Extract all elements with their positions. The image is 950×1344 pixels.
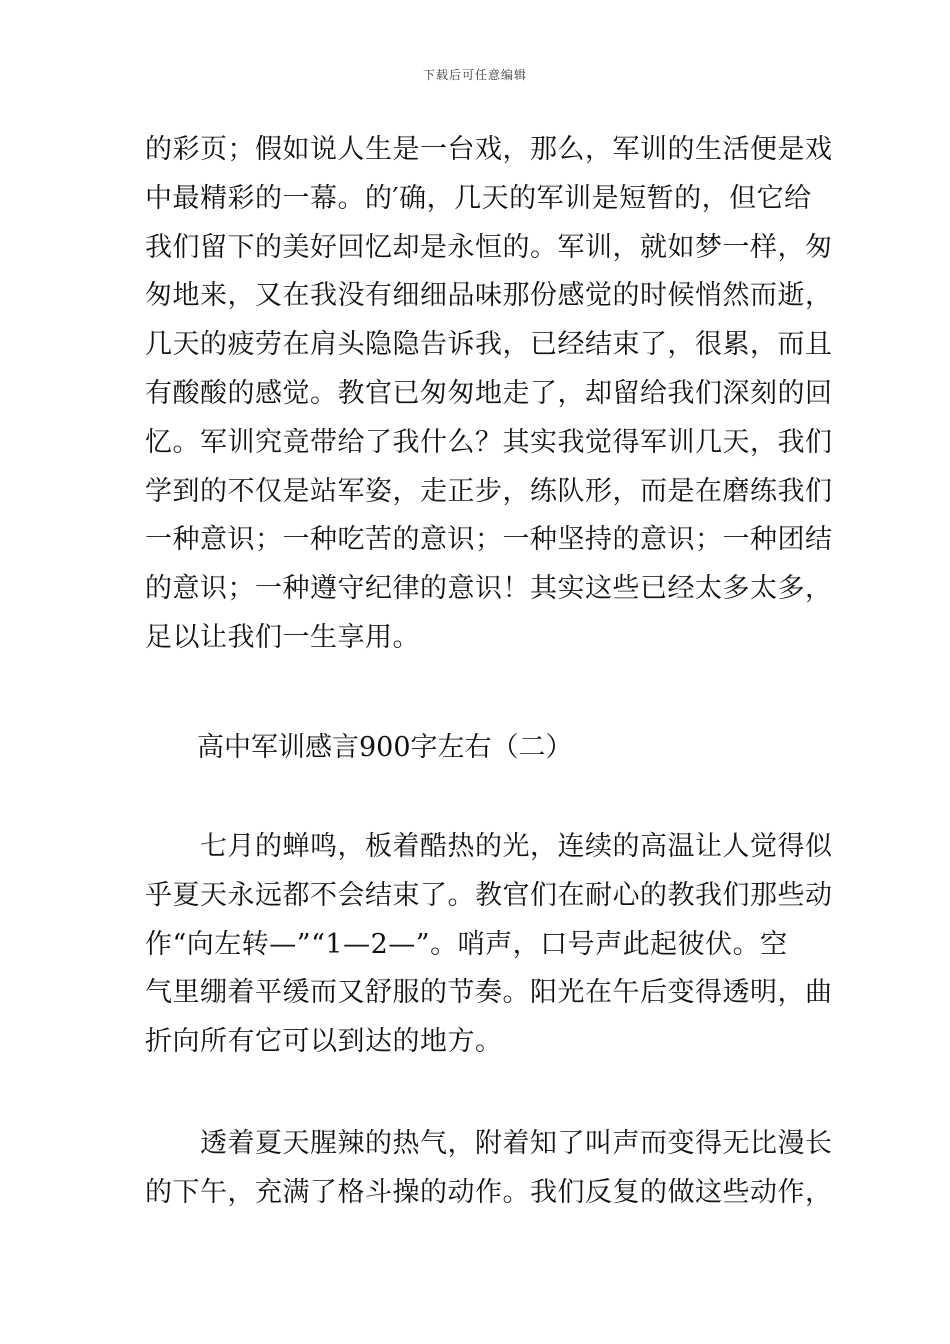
text-line: 我们留下的美好回忆却是永恒的。军训，就如梦一样，匆: [145, 231, 833, 263]
text-line: 透着夏天腥辣的热气，附着知了叫声而变得无比漫长: [145, 1128, 833, 1159]
text-line: 学到的不仅是站军姿，走正步，练队形，而是在磨练我们: [145, 475, 833, 507]
text-line: 中最精彩的一幕。的′确，几天的军训是短暂的，但它给: [145, 182, 812, 214]
text-line: 的下午，充满了格斗操的动作。我们反复的做这些动作，: [145, 1176, 833, 1208]
text-line: 匆地来，又在我没有细细品味那份感觉的时候悄然而逝，: [145, 280, 833, 312]
text-line: 足以让我们一生享用。: [145, 621, 420, 653]
text-line: 忆。军训究竟带给了我什么？其实我觉得军训几天，我们: [145, 426, 833, 458]
section-heading: 高中军训感言900字左右（二）: [197, 732, 573, 763]
text-line: 作“向左转—”“1—2—”。哨声，口号声此起彼伏。空: [145, 928, 788, 960]
text-line: 一种意识；一种吃苦的意识；一种坚持的意识；一种团结: [145, 524, 833, 556]
text-line: 的意识；一种遵守纪律的意识！其实这些已经太多太多，: [145, 573, 833, 605]
header-note: 下载后可任意编辑: [422, 68, 527, 82]
paragraph-3: [145, 1120, 833, 1218]
text-line: 几天的疲劳在肩头隐隐告诉我，已经结束了，很累，而且: [145, 329, 833, 361]
paragraph-1: [145, 126, 833, 663]
text-line: 的彩页；假如说人生是一台戏，那么，军训的生活便是戏: [145, 134, 833, 165]
text-line: 七月的蝉鸣，板着酷热的光，连续的高温让人觉得似: [145, 831, 833, 862]
text-line: 折向所有它可以到达的地方。: [145, 1026, 503, 1058]
paragraph-2: [145, 823, 833, 1067]
text-line: 气里绷着平缓而又舒服的节奏。阳光在午后变得透明，曲: [145, 977, 833, 1009]
text-line: 有酸酸的感觉。教官已匆匆地走了，却留给我们深刻的回: [145, 377, 833, 409]
text-line: 乎夏天永远都不会结束了。教官们在耐心的教我们那些动: [145, 879, 833, 911]
